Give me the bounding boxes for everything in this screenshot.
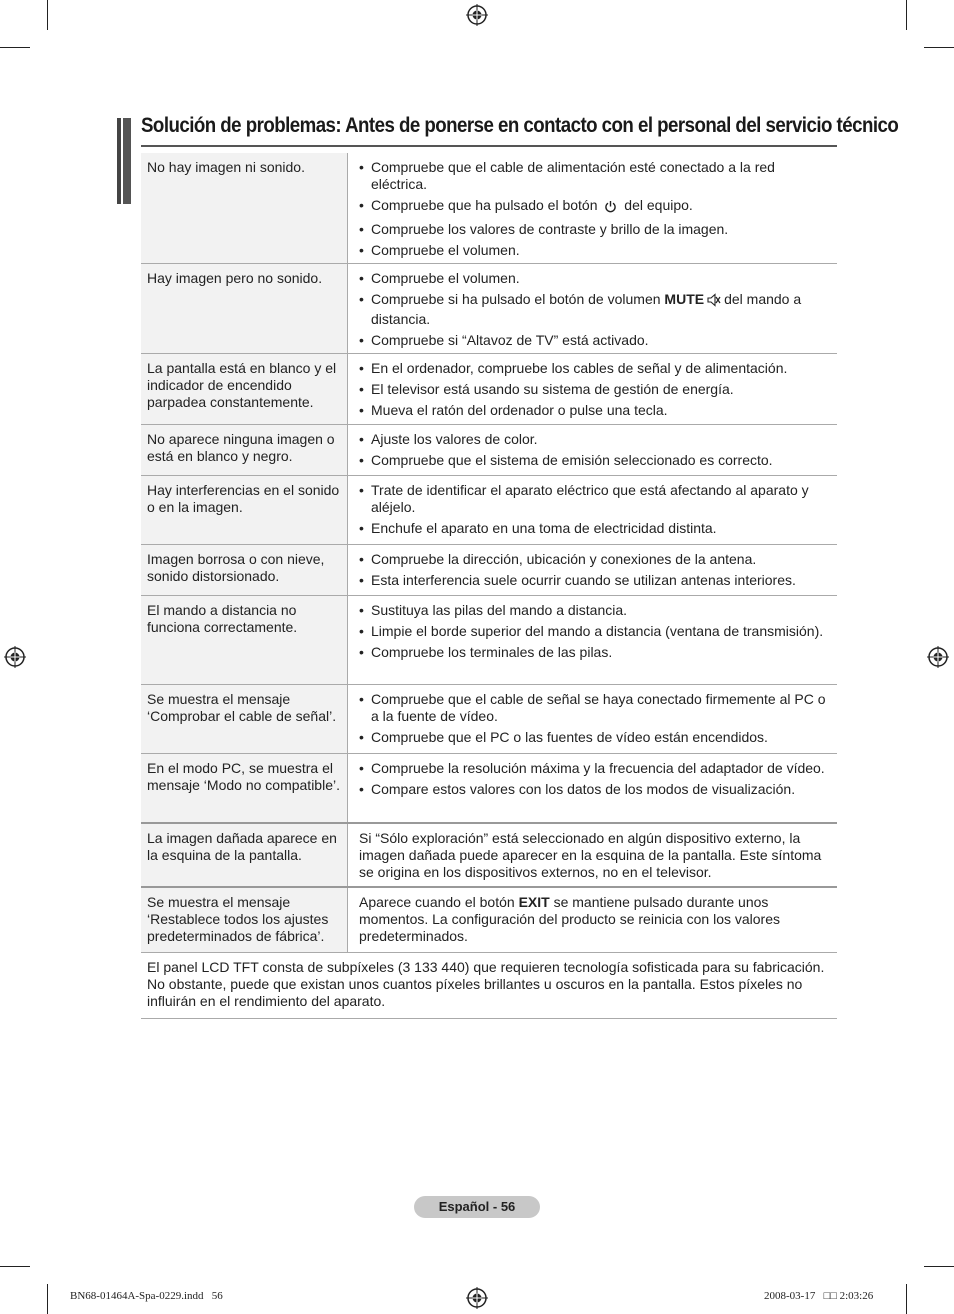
problem-cell: Imagen borrosa o con nieve, sonido distorsionado. (141, 545, 348, 595)
exit-label: EXIT (518, 894, 550, 910)
crop-mark (0, 47, 30, 48)
solution-cell (348, 264, 837, 353)
solution-text: del equipo. (624, 197, 693, 213)
page-title: Solución de problemas: Antes de ponerse en contacto con el personal del servicio técnico (141, 114, 899, 137)
registration-mark-icon (4, 646, 26, 668)
solution-text: del mando a distancia. (371, 291, 802, 327)
problem-cell: Se muestra el mensaje ‘Comprobar el cable de señal’. (141, 685, 348, 753)
solution-cell (348, 754, 837, 822)
problem-cell: La imagen dañada aparece en la esquina de la pantalla. (141, 824, 348, 886)
crop-mark (924, 1266, 954, 1267)
footer-timestamp: 2008-03-17 □□ 2:03:26 (764, 1290, 874, 1302)
crop-mark (906, 1284, 907, 1314)
solution-text: se mantiene pulsado durante unos momentos. La configuración del producto se reinicia con los valores predeterminados. (359, 894, 781, 944)
table-row (141, 888, 837, 953)
lcd-pixel-note: El panel LCD TFT consta de subpíxeles (3 133 440) que requieren tecnología sofisticada para su fabricación. No obstante, puede que existan unos cuantos píxeles brillantes u oscuros en la pantalla. Estos píxeles no influirán en el rendimiento del aparato. (141, 953, 837, 1019)
table-row (141, 824, 837, 888)
crop-mark (906, 0, 907, 30)
solution-item: • Trate de identificar el aparato eléctrico que está afectando al aparato y aléjelo. (359, 482, 827, 516)
solution-cell (348, 354, 837, 424)
mute-label: MUTE (664, 291, 705, 307)
solution-item: • Enchufe el aparato en una toma de electricidad distinta. (359, 520, 827, 537)
solution-item: • Compruebe el volumen. (359, 242, 827, 259)
solution-cell (348, 476, 837, 544)
solution-item: • Sustituya las pilas del mando a distancia. (359, 602, 827, 619)
solution-item: • Compruebe que el sistema de emisión seleccionado es correcto. (359, 452, 827, 469)
table-row (141, 596, 837, 685)
problem-cell: El mando a distancia no funciona correctamente. (141, 596, 348, 684)
solution-item: • Compruebe que el PC o las fuentes de vídeo están encendidos. (359, 729, 827, 746)
footer-file-name: BN68-01464A-Spa-0229.indd 56 (70, 1290, 223, 1302)
table-row (141, 685, 837, 754)
page-number-badge: Español - 56 (414, 1196, 540, 1218)
table-row (141, 264, 837, 354)
registration-mark-icon (466, 1287, 488, 1309)
solution-item: • El televisor está usando su sistema de gestión de energía. (359, 381, 827, 398)
solution-text: Aparece cuando el botón (359, 894, 515, 910)
solution-cell: Si “Sólo exploración” está seleccionado en algún dispositivo externo, la imagen dañada puede aparecer en la esquina de la pantalla. Este síntoma se origina en los dispositivos externos, no en el televisor. (359, 830, 822, 880)
solution-item: • Esta interferencia suele ocurrir cuando se utilizan antenas interiores. (359, 572, 827, 589)
crop-mark (924, 47, 954, 48)
solution-item (359, 197, 827, 217)
table-row (141, 153, 837, 264)
crop-mark (47, 1284, 48, 1314)
solution-cell (348, 596, 837, 684)
troubleshooting-table (141, 153, 837, 1019)
solution-item: • Compruebe si “Altavoz de TV” está activado. (359, 332, 827, 349)
table-row (141, 545, 837, 596)
problem-cell: Hay imagen pero no sonido. (141, 264, 348, 353)
crop-mark (0, 1266, 30, 1267)
table-row (141, 354, 837, 425)
solution-cell (348, 153, 837, 263)
solution-item: • Compruebe los terminales de las pilas. (359, 644, 827, 661)
problem-cell: No aparece ninguna imagen o está en blanco y negro. (141, 425, 348, 475)
solution-item: • Compruebe la resolución máxima y la frecuencia del adaptador de vídeo. (359, 760, 827, 777)
solution-item: • En el ordenador, compruebe los cables de señal y de alimentación. (359, 360, 827, 377)
problem-cell: Hay interferencias en el sonido o en la imagen. (141, 476, 348, 544)
title-rule (141, 145, 837, 147)
solution-cell (348, 685, 837, 753)
problem-cell: Se muestra el mensaje ‘Restablece todos los ajustes predeterminados de fábrica’. (141, 888, 348, 952)
solution-item: • Compruebe que el cable de alimentación esté conectado a la red eléctrica. (359, 159, 827, 193)
solution-item: • Compruebe los valores de contraste y brillo de la imagen. (359, 221, 827, 238)
solution-item (359, 291, 827, 328)
solution-item: • Compruebe el volumen. (359, 270, 827, 287)
solution-item: • Compruebe que el cable de señal se haya conectado firmemente al PC o a la fuente de vídeo. (359, 691, 827, 725)
solution-item: • Compruebe la dirección, ubicación y conexiones de la antena. (359, 551, 827, 568)
crop-mark (47, 0, 48, 30)
solution-cell (348, 545, 837, 595)
power-icon (604, 200, 617, 217)
registration-mark-icon (466, 4, 488, 26)
table-row (141, 476, 837, 545)
solution-cell (348, 888, 837, 952)
solution-item: • Limpie el borde superior del mando a distancia (ventana de transmisión). (359, 623, 827, 640)
table-row (141, 425, 837, 476)
table-row (141, 754, 837, 824)
solution-item: • Mueva el ratón del ordenador o pulse una tecla. (359, 402, 827, 419)
title-accent-bar (117, 118, 131, 204)
mute-icon (707, 293, 721, 311)
solution-cell (348, 425, 837, 475)
solution-item: • Compare estos valores con los datos de los modos de visualización. (359, 781, 827, 798)
problem-cell: La pantalla está en blanco y el indicador de encendido parpadea constantemente. (141, 354, 348, 424)
solution-text: Compruebe si ha pulsado el botón de volumen (371, 291, 661, 307)
problem-cell: No hay imagen ni sonido. (141, 153, 348, 263)
problem-cell: En el modo PC, se muestra el mensaje ‘Modo no compatible’. (141, 754, 348, 822)
registration-mark-icon (927, 646, 949, 668)
solution-text: Compruebe que ha pulsado el botón (371, 197, 598, 213)
solution-item: • Ajuste los valores de color. (359, 431, 827, 448)
